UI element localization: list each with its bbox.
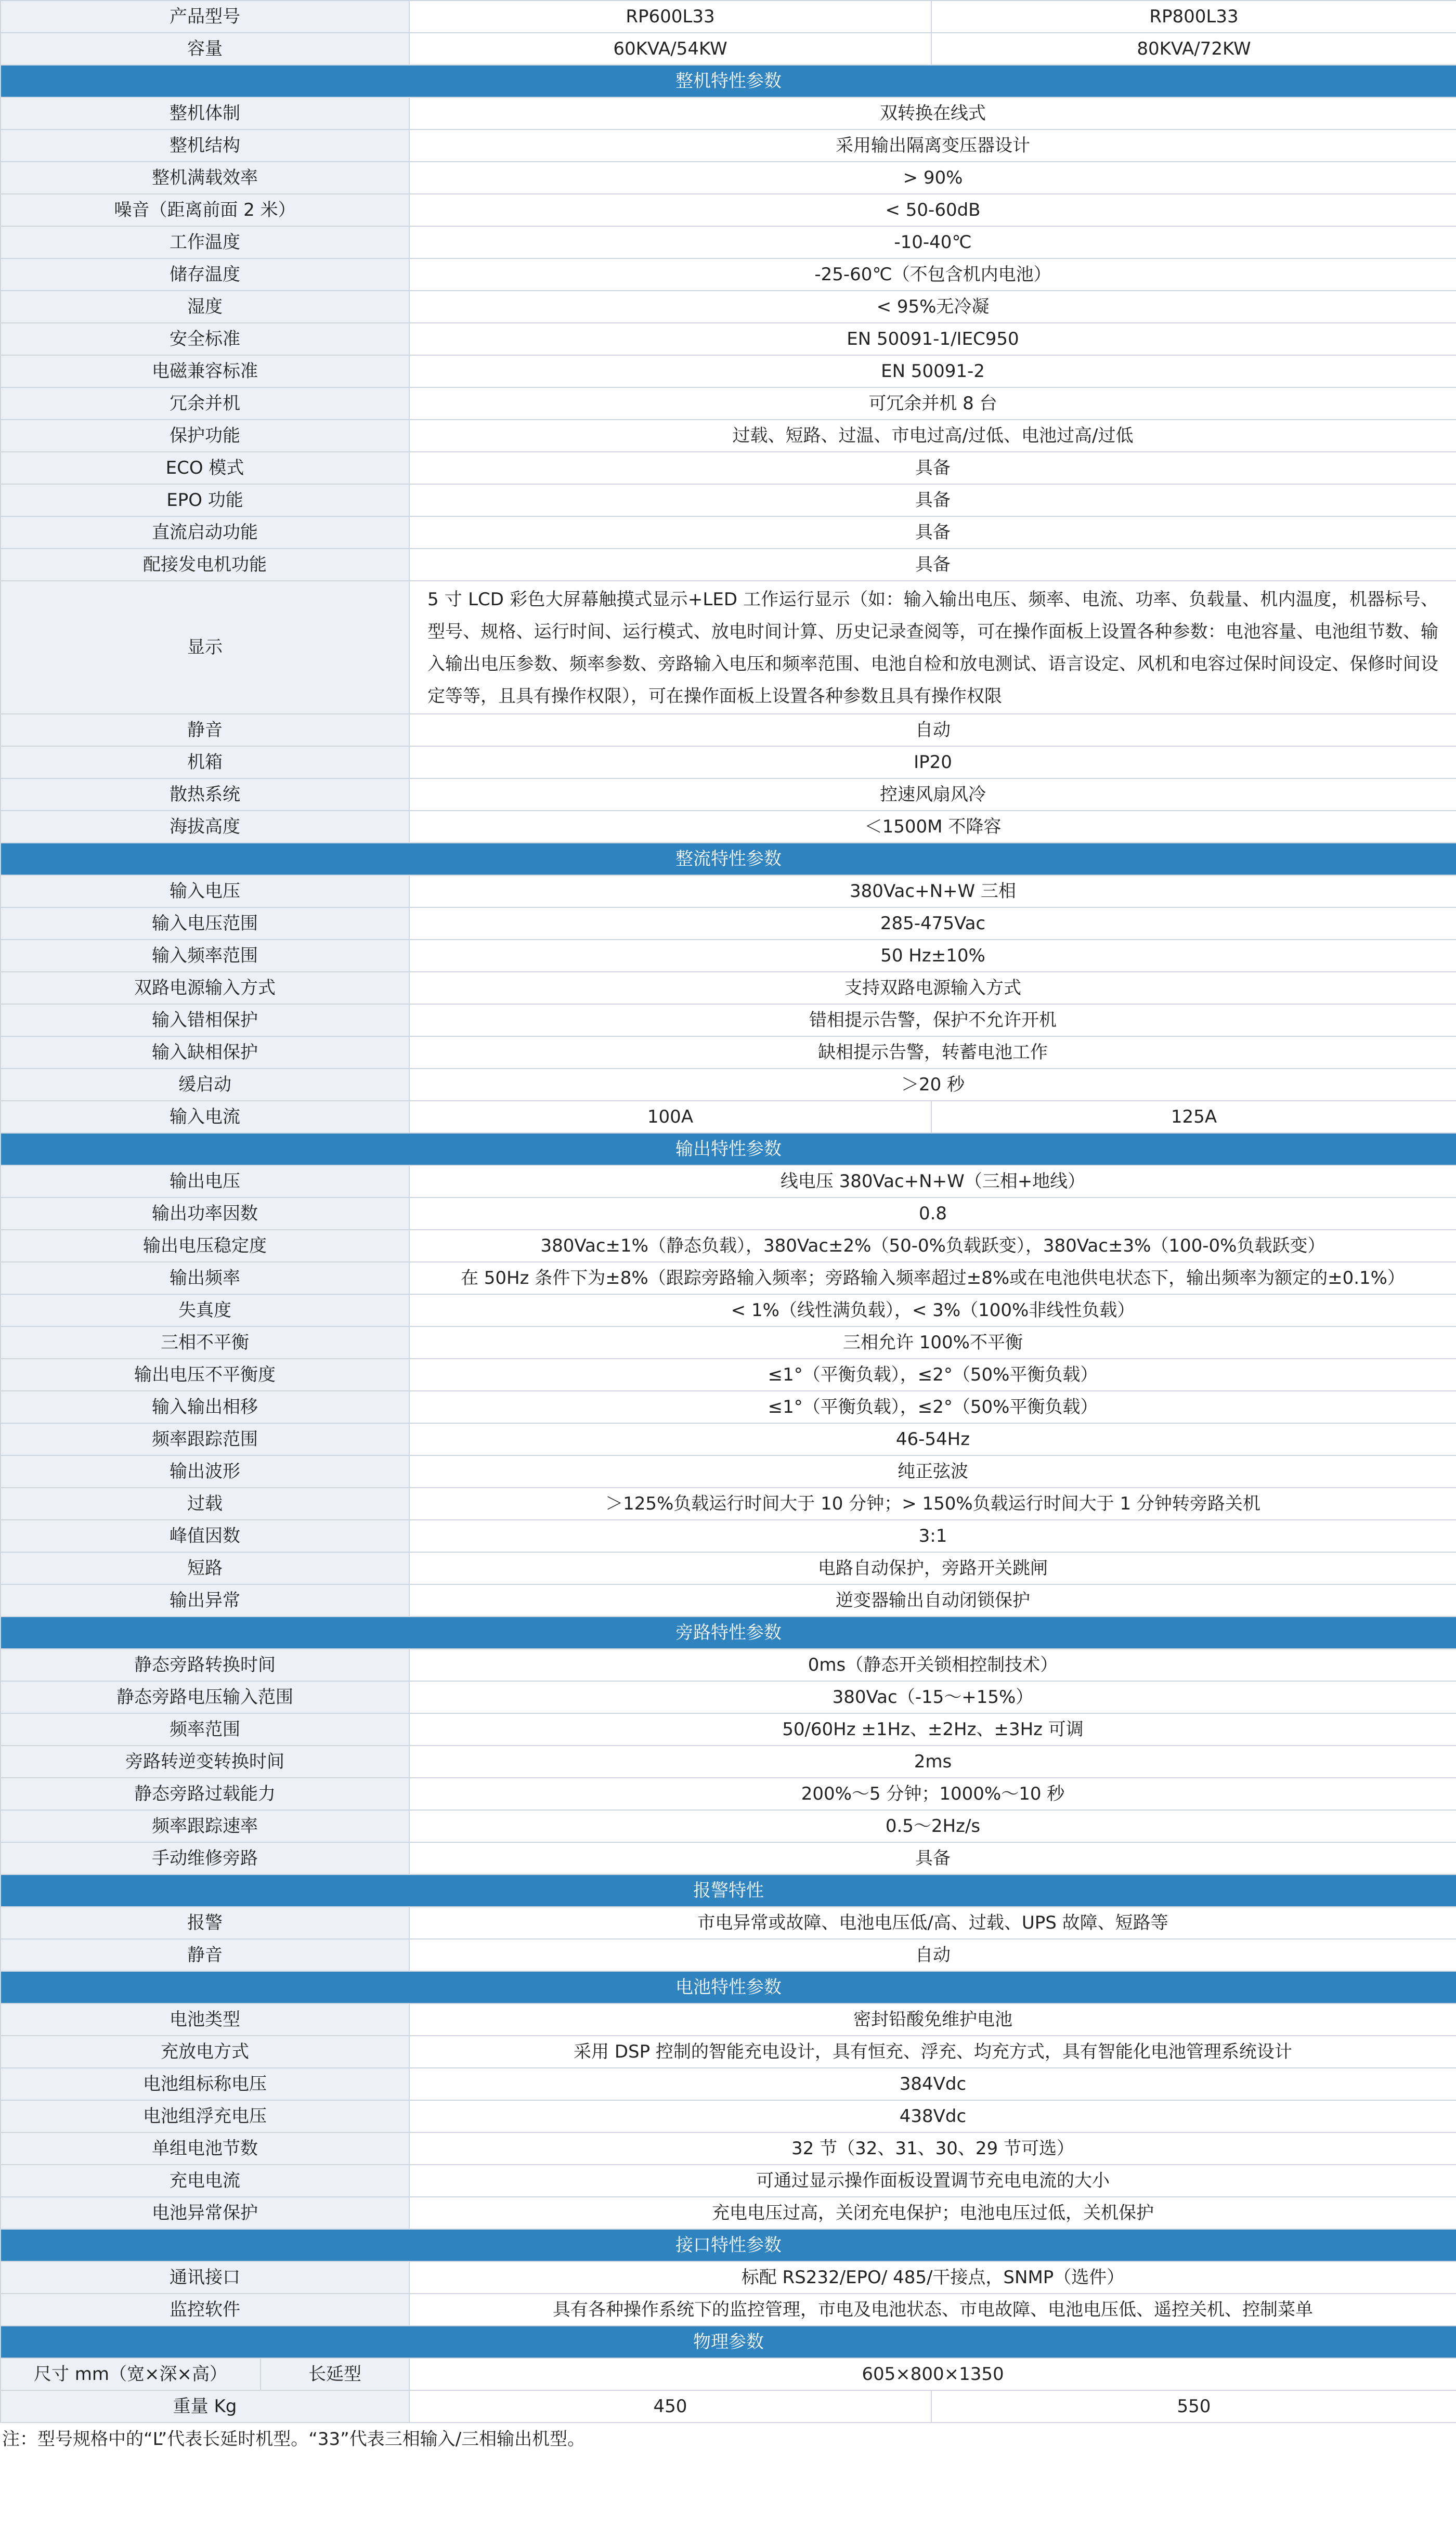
spec-row [1, 2036, 1456, 2068]
spec-row [1, 1036, 1456, 1069]
spec-label: 噪音（距离前面 2 米） [1, 194, 409, 226]
spec-value: IP20 [409, 746, 1456, 778]
spec-row [1, 2100, 1456, 2132]
spec-value: ≤1°（平衡负载），≤2°（50%平衡负载） [409, 1391, 1456, 1423]
spec-value-model-2: 550 [931, 2390, 1456, 2423]
spec-row [1, 549, 1456, 581]
spec-row [1, 581, 1456, 714]
section-header: 整机特性参数 [1, 65, 1456, 97]
section-header-row [1, 1875, 1456, 1907]
spec-label: 输出频率 [1, 1262, 409, 1294]
spec-label: 双路电源输入方式 [1, 972, 409, 1004]
spec-label: 机箱 [1, 746, 409, 778]
spec-row [1, 355, 1456, 387]
spec-value: 电路自动保护，旁路开关跳闸 [409, 1552, 1456, 1584]
spec-value: 具备 [409, 516, 1456, 549]
spec-label: 整机体制 [1, 97, 409, 129]
spec-value: ≤1°（平衡负载），≤2°（50%平衡负载） [409, 1359, 1456, 1391]
footnote: 注：型号规格中的“L”代表长延时机型。“33”代表三相输入/三相输出机型。 [2, 2429, 586, 2450]
spec-row [1, 1165, 1456, 1198]
spec-row [1, 387, 1456, 420]
spec-value: 0.8 [409, 1198, 1456, 1230]
spec-row [1, 420, 1456, 452]
spec-row [1, 875, 1456, 907]
section-header: 旁路特性参数 [1, 1617, 1456, 1649]
spec-value: 200%～5 分钟；1000%～10 秒 [409, 1778, 1456, 1810]
section-header: 接口特性参数 [1, 2229, 1456, 2261]
spec-label: ECO 模式 [1, 452, 409, 484]
spec-row [1, 1423, 1456, 1455]
spec-value: 3:1 [409, 1520, 1456, 1552]
spec-row [1, 194, 1456, 226]
section-header-row [1, 2229, 1456, 2261]
spec-value: 50/60Hz ±1Hz、±2Hz、±3Hz 可调 [409, 1713, 1456, 1746]
spec-label: 电池组标称电压 [1, 2068, 409, 2100]
spec-value: 具有各种操作系统下的监控管理，市电及电池状态、市电故障、电池电压低、遥控关机、控制菜单 [409, 2294, 1456, 2326]
spec-label: 输入错相保护 [1, 1004, 409, 1036]
model-label: 产品型号 [1, 1, 409, 33]
spec-value: 双转换在线式 [409, 97, 1456, 129]
spec-row [1, 714, 1456, 746]
spec-value: 标配 RS232/EPO/ 485/干接点，SNMP（选件） [409, 2261, 1456, 2294]
section-header: 物理参数 [1, 2326, 1456, 2358]
spec-row [1, 1198, 1456, 1230]
spec-label: 输入频率范围 [1, 940, 409, 972]
capacity-value-2: 80KVA/72KW [931, 33, 1456, 65]
spec-row [1, 323, 1456, 355]
spec-value: 过载、短路、过温、市电过高/过低、电池过高/过低 [409, 420, 1456, 452]
model-value-2: RP800L33 [931, 1, 1456, 33]
spec-row [1, 258, 1456, 291]
section-header-row [1, 2326, 1456, 2358]
spec-label: 输入缺相保护 [1, 1036, 409, 1069]
spec-label: 整机结构 [1, 129, 409, 162]
spec-value: 2ms [409, 1746, 1456, 1778]
spec-label: 冗余并机 [1, 387, 409, 420]
spec-value: 605×800×1350 [409, 2358, 1456, 2390]
spec-value: EN 50091-1/IEC950 [409, 323, 1456, 355]
section-header-row [1, 843, 1456, 875]
section-header-row [1, 1133, 1456, 1165]
spec-label: 工作温度 [1, 226, 409, 258]
spec-value: < 50-60dB [409, 194, 1456, 226]
spec-value: 错相提示告警，保护不允许开机 [409, 1004, 1456, 1036]
spec-label: 输出电压 [1, 1165, 409, 1198]
spec-value: 438Vdc [409, 2100, 1456, 2132]
spec-row [1, 2294, 1456, 2326]
spec-value: 逆变器输出自动闭锁保护 [409, 1584, 1456, 1617]
spec-label: 短路 [1, 1552, 409, 1584]
spec-value: 380Vac（-15～+15%） [409, 1681, 1456, 1713]
spec-row [1, 1907, 1456, 1939]
section-header-row [1, 1971, 1456, 2003]
spec-row [1, 2003, 1456, 2036]
spec-label: 输入电压 [1, 875, 409, 907]
spec-row [1, 1004, 1456, 1036]
spec-row [1, 907, 1456, 940]
spec-row [1, 1520, 1456, 1552]
spec-row [1, 1778, 1456, 1810]
spec-value: 0ms（静态开关锁相控制技术） [409, 1649, 1456, 1681]
spec-value: < 95%无冷凝 [409, 291, 1456, 323]
spec-row [1, 129, 1456, 162]
spec-label: 旁路转逆变转换时间 [1, 1746, 409, 1778]
spec-label: 配接发电机功能 [1, 549, 409, 581]
spec-row [1, 1681, 1456, 1713]
spec-label: 过载 [1, 1488, 409, 1520]
spec-value: EN 50091-2 [409, 355, 1456, 387]
spec-value: 380Vac±1%（静态负载），380Vac±2%（50-0%负载跃变），380Vac±3%（100-0%负载跃变） [409, 1230, 1456, 1262]
spec-label: 通讯接口 [1, 2261, 409, 2294]
spec-label: 整机满载效率 [1, 162, 409, 194]
spec-label: 安全标准 [1, 323, 409, 355]
spec-row [1, 2390, 1456, 2423]
spec-label: 静音 [1, 1939, 409, 1971]
spec-label: 电池组浮充电压 [1, 2100, 409, 2132]
spec-row [1, 940, 1456, 972]
spec-row [1, 778, 1456, 811]
spec-label: EPO 功能 [1, 484, 409, 516]
spec-value: 0.5～2Hz/s [409, 1810, 1456, 1842]
spec-row [1, 1488, 1456, 1520]
spec-value: 控速风扇风冷 [409, 778, 1456, 811]
spec-label: 充放电方式 [1, 2036, 409, 2068]
section-header: 整流特性参数 [1, 843, 1456, 875]
spec-row [1, 2132, 1456, 2165]
spec-value: 50 Hz±10% [409, 940, 1456, 972]
spec-value: 采用输出隔离变压器设计 [409, 129, 1456, 162]
spec-row [1, 2358, 1456, 2390]
spec-row [1, 226, 1456, 258]
spec-label: 电磁兼容标准 [1, 355, 409, 387]
spec-value: 自动 [409, 1939, 1456, 1971]
spec-row [1, 1230, 1456, 1262]
spec-row [1, 746, 1456, 778]
spec-value: 自动 [409, 714, 1456, 746]
spec-value: ＞125%负载运行时间大于 10 分钟；> 150%负载运行时间大于 1 分钟转旁路关机 [409, 1488, 1456, 1520]
spec-row [1, 1810, 1456, 1842]
spec-row [1, 1842, 1456, 1875]
spec-row [1, 1455, 1456, 1488]
capacity-value-1: 60KVA/54KW [409, 33, 931, 65]
spec-label: 直流启动功能 [1, 516, 409, 549]
spec-value: 384Vdc [409, 2068, 1456, 2100]
spec-value: 具备 [409, 549, 1456, 581]
spec-label: 输出异常 [1, 1584, 409, 1617]
spec-label: 储存温度 [1, 258, 409, 291]
spec-label: 三相不平衡 [1, 1326, 409, 1359]
spec-row [1, 1649, 1456, 1681]
spec-label: 失真度 [1, 1294, 409, 1326]
spec-label: 频率范围 [1, 1713, 409, 1746]
spec-label: 输出波形 [1, 1455, 409, 1488]
spec-row [1, 1746, 1456, 1778]
spec-label: 电池异常保护 [1, 2197, 409, 2229]
spec-value: 具备 [409, 452, 1456, 484]
capacity-label: 容量 [1, 33, 409, 65]
spec-value: 缺相提示告警，转蓄电池工作 [409, 1036, 1456, 1069]
spec-value: > 90% [409, 162, 1456, 194]
spec-row [1, 291, 1456, 323]
spec-row [1, 811, 1456, 843]
spec-row [1, 1391, 1456, 1423]
spec-label: 尺寸 mm（宽×深×高） [1, 2358, 261, 2390]
spec-row [1, 2261, 1456, 2294]
spec-row [1, 1262, 1456, 1294]
spec-value: 可冗余并机 8 台 [409, 387, 1456, 420]
spec-value: < 1%（线性满负载），< 3%（100%非线性负载） [409, 1294, 1456, 1326]
spec-row [1, 452, 1456, 484]
spec-value-model-1: 450 [409, 2390, 931, 2423]
spec-row [1, 2197, 1456, 2229]
spec-value: 5 寸 LCD 彩色大屏幕触摸式显示+LED 工作运行显示（如：输入输出电压、频率、电流、功率、负载量、机内温度，机器标号、型号、规格、运行时间、运行模式、放电时间计算、历史记录查阅等，可在操作面板上设置各种参数：电池容量、电池组节数、输入输出电压参数、频率参数、旁路输入电压和频率范围、电池自检和放电测试、语言设定、风机和电容过保时间设定、保修时间设定等等，且具有操作权限），可在操作面板上设置各种参数且具有操作权限 [409, 581, 1456, 714]
spec-label: 静态旁路转换时间 [1, 1649, 409, 1681]
section-header: 电池特性参数 [1, 1971, 1456, 2003]
spec-row [1, 1326, 1456, 1359]
spec-label: 输出电压不平衡度 [1, 1359, 409, 1391]
spec-label: 散热系统 [1, 778, 409, 811]
spec-row [1, 97, 1456, 129]
spec-label: 单组电池节数 [1, 2132, 409, 2165]
spec-label: 监控软件 [1, 2294, 409, 2326]
spec-label: 静音 [1, 714, 409, 746]
spec-value: 380Vac+N+W 三相 [409, 875, 1456, 907]
spec-value: 具备 [409, 484, 1456, 516]
spec-value: 46-54Hz [409, 1423, 1456, 1455]
model-row [1, 1, 1456, 33]
spec-row [1, 1552, 1456, 1584]
spec-row [1, 2165, 1456, 2197]
spec-row [1, 1069, 1456, 1101]
spec-label: 报警 [1, 1907, 409, 1939]
spec-row [1, 516, 1456, 549]
spec-label: 海拔高度 [1, 811, 409, 843]
spec-label: 重量 Kg [1, 2390, 409, 2423]
spec-label: 电池类型 [1, 2003, 409, 2036]
spec-value: ＞20 秒 [409, 1069, 1456, 1101]
spec-value: 具备 [409, 1842, 1456, 1875]
spec-label: 频率跟踪范围 [1, 1423, 409, 1455]
spec-sublabel: 长延型 [261, 2358, 409, 2390]
spec-label: 缓启动 [1, 1069, 409, 1101]
spec-value: 市电异常或故障、电池电压低/高、过载、UPS 故障、短路等 [409, 1907, 1456, 1939]
spec-label: 输出功率因数 [1, 1198, 409, 1230]
spec-label: 输入输出相移 [1, 1391, 409, 1423]
spec-label: 输入电压范围 [1, 907, 409, 940]
spec-value-model-2: 125A [931, 1101, 1456, 1133]
spec-value: 纯正弦波 [409, 1455, 1456, 1488]
spec-value: 可通过显示操作面板设置调节充电电流的大小 [409, 2165, 1456, 2197]
model-value-1: RP600L33 [409, 1, 931, 33]
spec-row [1, 484, 1456, 516]
spec-label: 显示 [1, 581, 409, 714]
spec-value: 充电电压过高，关闭充电保护；电池电压过低，关机保护 [409, 2197, 1456, 2229]
section-header: 输出特性参数 [1, 1133, 1456, 1165]
spec-row [1, 1101, 1456, 1133]
spec-value-model-1: 100A [409, 1101, 931, 1133]
spec-label: 湿度 [1, 291, 409, 323]
spec-row [1, 1939, 1456, 1971]
spec-label: 峰值因数 [1, 1520, 409, 1552]
spec-label: 输出电压稳定度 [1, 1230, 409, 1262]
section-header: 报警特性 [1, 1875, 1456, 1907]
spec-row [1, 972, 1456, 1004]
spec-row [1, 1294, 1456, 1326]
spec-value: 密封铅酸免维护电池 [409, 2003, 1456, 2036]
spec-value: 线电压 380Vac+N+W（三相+地线） [409, 1165, 1456, 1198]
spec-value: -25-60℃（不包含机内电池） [409, 258, 1456, 291]
spec-value: -10-40℃ [409, 226, 1456, 258]
spec-row [1, 1713, 1456, 1746]
spec-value: 在 50Hz 条件下为±8%（跟踪旁路输入频率；旁路输入频率超过±8%或在电池供电状态下，输出频率为额定的±0.1%） [409, 1262, 1456, 1294]
spec-label: 静态旁路电压输入范围 [1, 1681, 409, 1713]
spec-label: 保护功能 [1, 420, 409, 452]
spec-label: 充电电流 [1, 2165, 409, 2197]
spec-value: 支持双路电源输入方式 [409, 972, 1456, 1004]
spec-row [1, 162, 1456, 194]
capacity-row [1, 33, 1456, 65]
spec-label: 手动维修旁路 [1, 1842, 409, 1875]
spec-value: 采用 DSP 控制的智能充电设计，具有恒充、浮充、均充方式，具有智能化电池管理系统设计 [409, 2036, 1456, 2068]
spec-row [1, 2068, 1456, 2100]
spec-value: 32 节（32、31、30、29 节可选） [409, 2132, 1456, 2165]
section-header-row [1, 65, 1456, 97]
section-header-row [1, 1617, 1456, 1649]
spec-label: 输入电流 [1, 1101, 409, 1133]
spec-value: ＜1500M 不降容 [409, 811, 1456, 843]
spec-label: 静态旁路过载能力 [1, 1778, 409, 1810]
spec-label: 频率跟踪速率 [1, 1810, 409, 1842]
spec-value: 三相允许 100%不平衡 [409, 1326, 1456, 1359]
spec-row [1, 1359, 1456, 1391]
spec-row [1, 1584, 1456, 1617]
spec-value: 285-475Vac [409, 907, 1456, 940]
